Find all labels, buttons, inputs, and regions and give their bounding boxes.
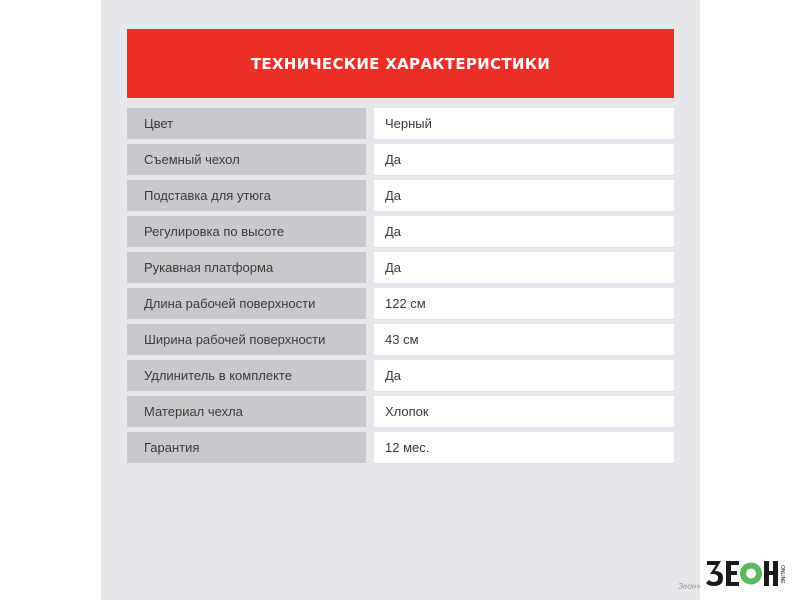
spec-value: Да <box>374 252 674 283</box>
zeon-logo-icon <box>706 561 785 586</box>
spec-row-length <box>127 288 674 319</box>
spec-label: Подставка для утюга <box>127 180 366 211</box>
spec-value: Да <box>374 180 674 211</box>
spec-label: Рукавная платформа <box>127 252 366 283</box>
spec-value: Хлопок <box>374 396 674 427</box>
spec-row-removable-cover <box>127 144 674 175</box>
watermark-text: Зеон+ <box>678 582 701 591</box>
spec-label: Регулировка по высоте <box>127 216 366 247</box>
spec-row-width <box>127 324 674 355</box>
spec-table <box>127 108 674 468</box>
spec-value: 122 см <box>374 288 674 319</box>
spec-value: 43 см <box>374 324 674 355</box>
spec-value: Да <box>374 144 674 175</box>
spec-row-warranty <box>127 432 674 463</box>
spec-label: Цвет <box>127 108 366 139</box>
spec-label: Гарантия <box>127 432 366 463</box>
spec-header-title: ТЕХНИЧЕСКИЕ ХАРАКТЕРИСТИКИ <box>250 54 551 73</box>
spec-value: Да <box>374 360 674 391</box>
spec-row-sleeve-board <box>127 252 674 283</box>
zeon-logo <box>705 553 783 593</box>
spec-value: Черный <box>374 108 674 139</box>
spec-label: Удлинитель в комплекте <box>127 360 366 391</box>
svg-text:ONLINE: ONLINE <box>779 565 785 584</box>
spec-row-extension <box>127 360 674 391</box>
spec-row-color <box>127 108 674 139</box>
spec-value: Да <box>374 216 674 247</box>
spec-header <box>127 29 674 98</box>
spec-label: Длина рабочей поверхности <box>127 288 366 319</box>
spec-row-cover-material <box>127 396 674 427</box>
spec-label: Съемный чехол <box>127 144 366 175</box>
spec-row-height-adjust <box>127 216 674 247</box>
spec-label: Материал чехла <box>127 396 366 427</box>
spec-row-iron-rest <box>127 180 674 211</box>
spec-label: Ширина рабочей поверхности <box>127 324 366 355</box>
spec-value: 12 мес. <box>374 432 674 463</box>
